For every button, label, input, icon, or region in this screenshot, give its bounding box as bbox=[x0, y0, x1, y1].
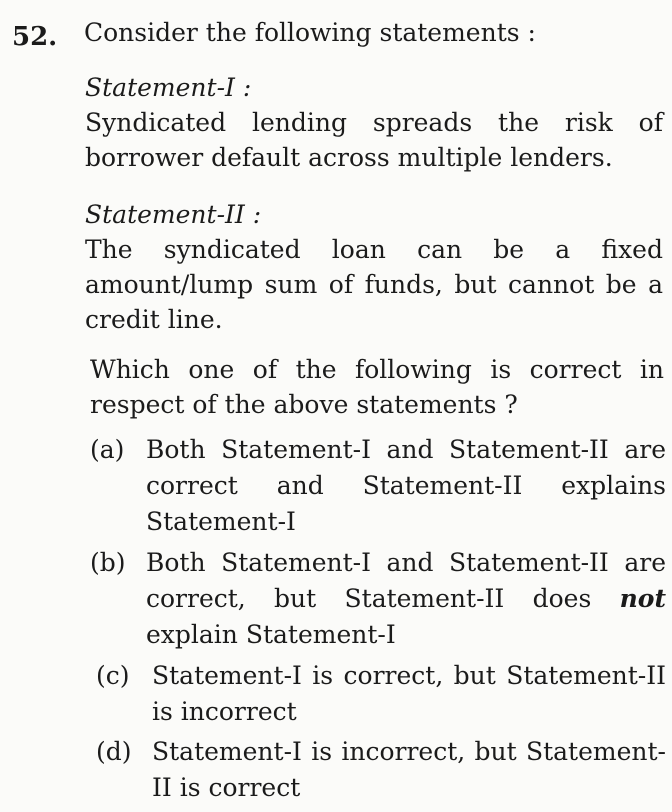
option-c-text: Statement-I is correct, but Statement-II is incorrect bbox=[152, 661, 666, 726]
option-a-letter: (a) bbox=[90, 435, 125, 464]
statement-2 bbox=[85, 197, 663, 337]
statement-2-label: Statement-II : bbox=[85, 200, 262, 229]
option-c[interactable] bbox=[96, 658, 666, 730]
question-prompt-text: Which one of the following is correct in respect of the above statements ? bbox=[90, 355, 664, 419]
option-c-letter: (c) bbox=[96, 661, 130, 690]
statement-1 bbox=[85, 70, 663, 175]
option-b-text-after: explain Statement-I bbox=[146, 620, 396, 649]
option-d[interactable] bbox=[96, 734, 666, 806]
option-b-text bbox=[146, 545, 666, 653]
question-stem: Consider the following statements : bbox=[84, 18, 536, 47]
statement-2-text: The syndicated loan can be a fixed amount/lump sum of funds, but cannot be a credit line. bbox=[85, 235, 663, 334]
option-b-letter: (b) bbox=[90, 548, 126, 577]
question-prompt bbox=[90, 352, 664, 422]
option-b-text-before: Both Statement-I and Statement-II are correct, but Statement-II does bbox=[146, 548, 666, 613]
option-a-text: Both Statement-I and Statement-II are correct and Statement-II explains Statement-I bbox=[146, 435, 666, 536]
option-b[interactable] bbox=[90, 545, 666, 653]
option-d-text: Statement-I is incorrect, but Statement-II is correct bbox=[152, 737, 666, 802]
statement-1-text: Syndicated lending spreads the risk of borrower default across multiple lenders. bbox=[85, 108, 663, 172]
statement-1-label: Statement-I : bbox=[85, 73, 252, 102]
option-d-letter: (d) bbox=[96, 737, 132, 766]
option-b-emphasis: not bbox=[619, 584, 666, 613]
option-a[interactable] bbox=[90, 432, 666, 540]
question-number: 52. bbox=[12, 22, 58, 52]
